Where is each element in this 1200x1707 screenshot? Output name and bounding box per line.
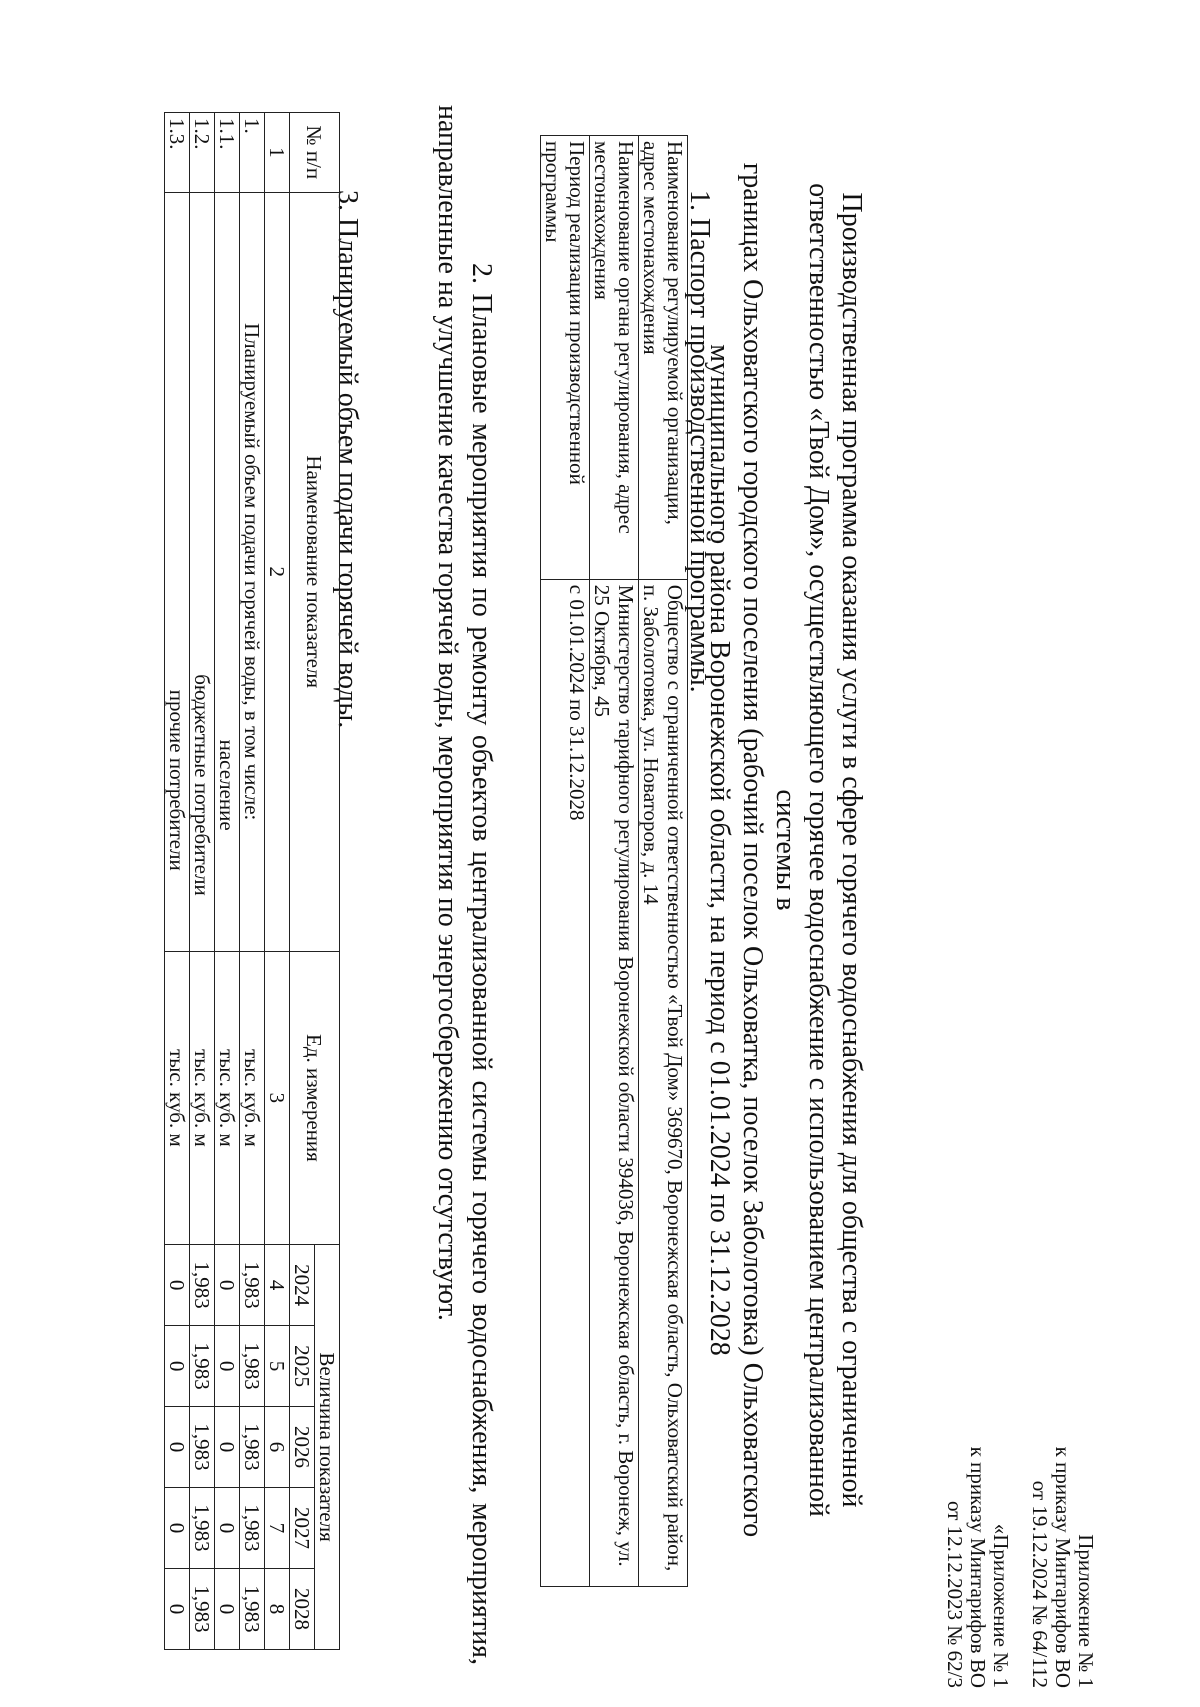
row-value: 1,983 bbox=[240, 1568, 265, 1649]
row-value: 1,983 bbox=[190, 1488, 215, 1569]
index-cell: 7 bbox=[265, 1488, 290, 1569]
row-unit: тыс. куб. м bbox=[215, 951, 240, 1244]
title-line: границах Ольховатского городского поселения (рабочий поселок Ольховатка, поселок Заболотовка) Ольховатского bbox=[737, 162, 768, 1538]
water-volume-table bbox=[164, 112, 340, 1650]
passport-label: Наименование органа регулирования, адрес местонахождения bbox=[590, 136, 639, 580]
appendix-line: к приказу Минтарифов ВО bbox=[1051, 1446, 1075, 1688]
row-unit: тыс. куб. м bbox=[190, 951, 215, 1244]
table-row bbox=[639, 136, 688, 1587]
row-num: 1.2. bbox=[190, 113, 215, 193]
passport-label: Наименование регулируемой организации, адрес местонахождения bbox=[639, 136, 688, 580]
row-value: 0 bbox=[215, 1488, 240, 1569]
appendix-line: к приказу Минтарифов ВО bbox=[966, 1446, 990, 1688]
passport-label: Период реализации производственной программы bbox=[541, 136, 590, 580]
row-value: 1,983 bbox=[190, 1245, 215, 1326]
appendix-line: от 12.12.2023 № 62/3 bbox=[943, 1500, 967, 1688]
title-line: Производственная программа оказания услуги в сфере горячего водоснабжения для общества с ограниченной bbox=[836, 192, 867, 1508]
passport-table bbox=[540, 135, 688, 1587]
row-name: бюджетные потребители bbox=[190, 192, 215, 951]
title-line: ответственностью «Твой Дом», осуществляющего горячее водоснабжение с использованием централизованной системы в bbox=[770, 183, 834, 1517]
row-value: 1,983 bbox=[190, 1407, 215, 1488]
index-cell: 8 bbox=[265, 1568, 290, 1649]
row-value: 0 bbox=[165, 1407, 190, 1488]
row-value: 1,983 bbox=[240, 1245, 265, 1326]
header-unit: Ед. измерения bbox=[290, 951, 340, 1244]
row-value: 0 bbox=[165, 1488, 190, 1569]
appendix-current-header bbox=[1028, 1200, 1097, 1688]
section-3-heading: 3. Планируемый объем подачи горячей воды. bbox=[332, 190, 363, 729]
index-cell: 2 bbox=[265, 192, 290, 951]
row-num: 1.1. bbox=[215, 113, 240, 193]
index-cell: 5 bbox=[265, 1326, 290, 1407]
header-year: 2025 bbox=[290, 1326, 315, 1407]
header-value-group: Величина показателя bbox=[315, 1245, 340, 1650]
index-cell: 3 bbox=[265, 951, 290, 1244]
table-row bbox=[240, 113, 265, 1650]
header-year: 2027 bbox=[290, 1488, 315, 1569]
row-value: 1,983 bbox=[190, 1326, 215, 1407]
row-value: 1,983 bbox=[240, 1407, 265, 1488]
document-title bbox=[703, 140, 868, 1560]
row-value: 0 bbox=[215, 1326, 240, 1407]
index-cell: 6 bbox=[265, 1407, 290, 1488]
row-name: Планируемый объем подачи горячей воды, в том числе: bbox=[240, 192, 265, 951]
title-line: муниципального района Воронежской области, на период с 01.01.2024 по 31.12.2028 bbox=[704, 344, 735, 1356]
section-2-text: 2. Плановые мероприятия по ремонту объектов централизованной системы горячего водоснабжения, мероприятия, направленные на улучшение качества горячей воды, мероприятия по энергосбережению отсутствуют. bbox=[432, 105, 497, 1665]
row-unit: тыс. куб. м bbox=[165, 951, 190, 1244]
row-name: население bbox=[215, 192, 240, 951]
table-row bbox=[590, 136, 639, 1587]
row-num: 1. bbox=[240, 113, 265, 193]
row-value: 0 bbox=[165, 1326, 190, 1407]
appendix-line: от 19.12.2024 № 64/112 bbox=[1028, 1480, 1052, 1688]
row-value: 1,983 bbox=[190, 1568, 215, 1649]
table-row bbox=[190, 113, 215, 1650]
section-1-heading: 1. Паспорт производственной программы. bbox=[684, 190, 715, 693]
row-value: 0 bbox=[215, 1245, 240, 1326]
header-year: 2024 bbox=[290, 1245, 315, 1326]
header-name: Наименование показателя bbox=[290, 192, 340, 951]
header-num: № п/п bbox=[290, 113, 340, 193]
table-row bbox=[165, 113, 190, 1650]
row-name: прочие потребители bbox=[165, 192, 190, 951]
row-value: 0 bbox=[165, 1245, 190, 1326]
row-value: 0 bbox=[165, 1568, 190, 1649]
passport-value: Министерство тарифного регулирования Воронежской области 394036, Воронежская область, г. Воронеж, ул. 25 Октября, 45 bbox=[590, 579, 639, 1586]
header-year: 2028 bbox=[290, 1568, 315, 1649]
index-cell: 4 bbox=[265, 1245, 290, 1326]
row-value: 1,983 bbox=[240, 1326, 265, 1407]
row-value: 0 bbox=[215, 1407, 240, 1488]
appendix-line: Приложение № 1 bbox=[1074, 1534, 1098, 1688]
table-row bbox=[541, 136, 590, 1587]
appendix-line: «Приложение № 1 bbox=[989, 1523, 1013, 1688]
passport-value: Общество с ограниченной ответственностью «Твой Дом» 369670, Воронежская область, Ольховатский район, п. Заболотовка, ул. Новаторов, д. 14 bbox=[639, 579, 688, 1586]
table-row bbox=[215, 113, 240, 1650]
row-num: 1.3. bbox=[165, 113, 190, 193]
index-row bbox=[265, 113, 290, 1650]
header-row bbox=[315, 113, 340, 1650]
row-value: 1,983 bbox=[240, 1488, 265, 1569]
row-unit: тыс. куб. м bbox=[240, 951, 265, 1244]
index-cell: 1 bbox=[265, 113, 290, 193]
appendix-previous-header bbox=[943, 1200, 1012, 1688]
header-year: 2026 bbox=[290, 1407, 315, 1488]
passport-value: с 01.01.2024 по 31.12.2028 bbox=[541, 579, 590, 1586]
row-value: 0 bbox=[215, 1568, 240, 1649]
